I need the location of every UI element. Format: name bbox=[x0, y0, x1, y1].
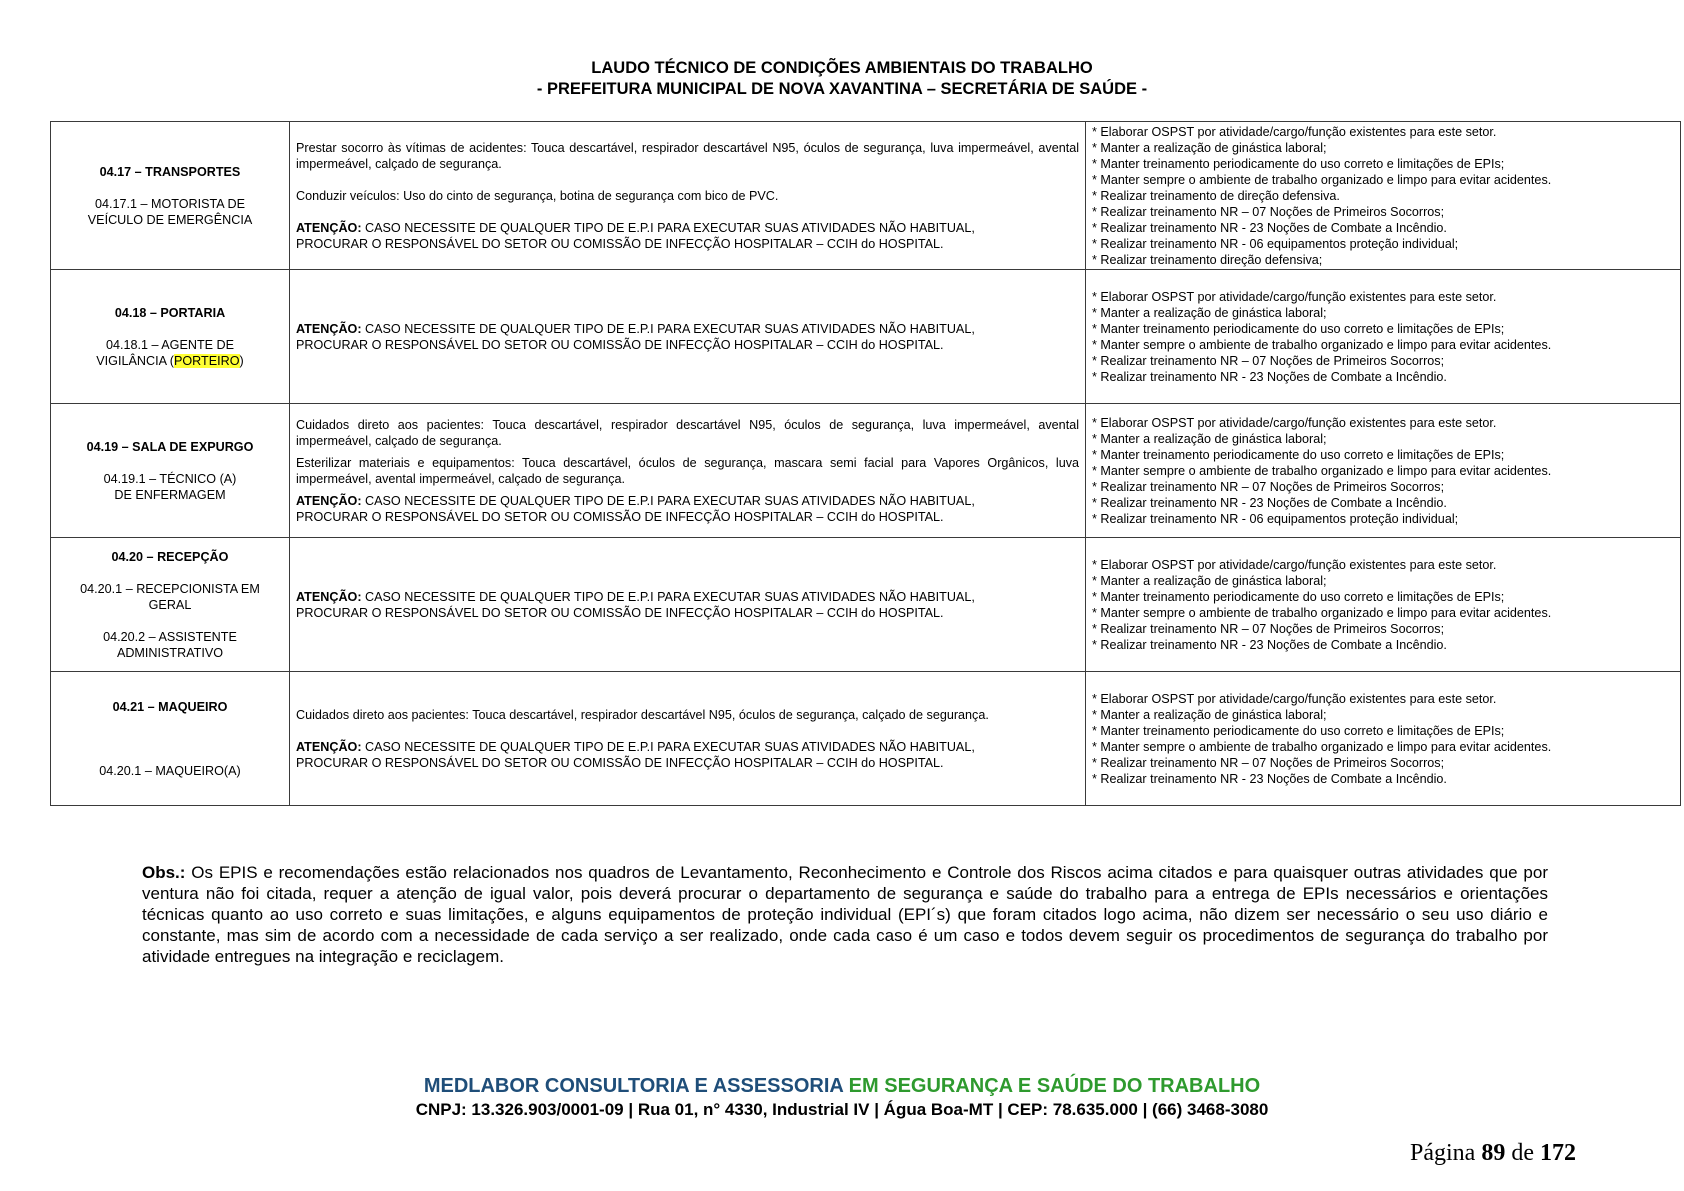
recommendation-item: * Manter sempre o ambiente de trabalho organizado e limpo para evitar acidentes. bbox=[1092, 605, 1552, 620]
epi-cell bbox=[290, 538, 1086, 672]
recommendation-item: * Manter sempre o ambiente de trabalho organizado e limpo para evitar acidentes. bbox=[1092, 739, 1552, 754]
attention-note: ATENÇÃO: CASO NECESSITE DE QUALQUER TIPO DE E.P.I PARA EXECUTAR SUAS ATIVIDADES NÃO HABITUAL, PROCURAR O RESPONSÁVEL DO SETOR OU COMISSÃO DE INFECÇÃO HOSPITALAR – CCIH do HOSPITAL. bbox=[296, 589, 975, 620]
epi-text: Cuidados direto aos pacientes: Touca descartável, respirador descartável N95, óculos de segurança, luva impermeável, avental impermeável, calçado de segurança. bbox=[296, 417, 1079, 448]
recommendation-item: * Manter sempre o ambiente de trabalho organizado e limpo para evitar acidentes. bbox=[1092, 337, 1552, 352]
recommendations-cell bbox=[1086, 122, 1681, 270]
table-row bbox=[51, 538, 1681, 672]
recommendation-item: * Realizar treinamento NR – 07 Noções de Primeiros Socorros; bbox=[1092, 755, 1445, 770]
role-label: GERAL bbox=[148, 597, 192, 612]
table-row bbox=[51, 270, 1681, 404]
attention-note: ATENÇÃO: CASO NECESSITE DE QUALQUER TIPO DE E.P.I PARA EXECUTAR SUAS ATIVIDADES NÃO HABITUAL, PROCURAR O RESPONSÁVEL DO SETOR OU COMISSÃO DE INFECÇÃO HOSPITALAR – CCIH do HOSPITAL. bbox=[296, 321, 975, 352]
document-header bbox=[0, 58, 1684, 100]
recommendations-cell bbox=[1086, 538, 1681, 672]
recommendation-item: * Elaborar OSPST por atividade/cargo/função existentes para este setor. bbox=[1092, 691, 1497, 706]
role-label: 04.20.1 – MAQUEIRO(A) bbox=[99, 763, 241, 778]
epi-text: Prestar socorro às vítimas de acidentes: Touca descartável, respirador descartável N95, óculos de segurança, luva impermeável, avental impermeável, calçado de segurança. bbox=[296, 140, 1079, 171]
recommendation-item: * Elaborar OSPST por atividade/cargo/função existentes para este setor. bbox=[1092, 289, 1497, 304]
role-label: 04.20.1 – RECEPCIONISTA EM bbox=[80, 581, 260, 596]
recommendation-item: * Manter treinamento periodicamente do uso correto e limitações de EPIs; bbox=[1092, 156, 1505, 171]
recommendation-item: * Realizar treinamento NR - 23 Noções de Combate a Incêndio. bbox=[1092, 771, 1447, 786]
epi-text: Esterilizar materiais e equipamentos: Touca descartável, óculos de segurança, mascara semi facial para Vapores Orgânicos, luva impermeável, avental impermeável, calçado de segurança. bbox=[296, 455, 1079, 486]
attention-label: ATENÇÃO: bbox=[296, 220, 362, 235]
observation-paragraph bbox=[142, 862, 1548, 967]
obs-text: Os EPIS e recomendações estão relacionados nos quadros de Levantamento, Reconhecimento e Controle dos Riscos acima citados e para quaisquer outras atividades que por ventura não foi citada, requer a atenção de igual valor, pois deverá procurar o departamento de segurança e saúde do trabalho para a entrega de EPIs necessários e orientações técnicas quanto ao uso correto e suas limitações, e alguns equipamentos de proteção individual (EPI´s) que foram citados logo acima, não dizem ser necessário o seu uso diário e constante, mas sim de acordo com a necessidade de cada serviço a ser realizado, onde cada caso é um caso e todos devem seguir os procedimentos de segurança do trabalho por atividade entregues na integração e reciclagem. bbox=[142, 863, 1548, 966]
role-label: 04.19.1 – TÉCNICO (A) bbox=[103, 471, 237, 486]
recommendation-item: * Manter a realização de ginástica laboral; bbox=[1092, 573, 1327, 588]
attention-note: ATENÇÃO: CASO NECESSITE DE QUALQUER TIPO DE E.P.I PARA EXECUTAR SUAS ATIVIDADES NÃO HABITUAL, PROCURAR O RESPONSÁVEL DO SETOR OU COMISSÃO DE INFECÇÃO HOSPITALAR – CCIH do HOSPITAL. bbox=[296, 739, 975, 770]
company-name-blue: MEDLABOR CONSULTORIA E ASSESSORIA bbox=[423, 1075, 844, 1097]
attention-note: ATENÇÃO: CASO NECESSITE DE QUALQUER TIPO DE E.P.I PARA EXECUTAR SUAS ATIVIDADES NÃO HABITUAL, PROCURAR O RESPONSÁVEL DO SETOR OU COMISSÃO DE INFECÇÃO HOSPITALAR – CCIH do HOSPITAL. bbox=[296, 493, 975, 524]
epi-cell bbox=[290, 270, 1086, 404]
risk-control-table bbox=[50, 121, 1681, 806]
recommendation-item: * Realizar treinamento NR - 23 Noções de Combate a Incêndio. bbox=[1092, 369, 1447, 384]
sector-title: 04.18 – PORTARIA bbox=[114, 305, 226, 320]
page-total: 172 bbox=[1540, 1140, 1576, 1166]
recommendation-item: * Realizar treinamento NR - 23 Noções de Combate a Incêndio. bbox=[1092, 220, 1447, 235]
recommendation-item: * Manter a realização de ginástica laboral; bbox=[1092, 707, 1327, 722]
recommendation-item: * Realizar treinamento NR - 06 equipamentos proteção individual; bbox=[1092, 511, 1459, 526]
table-row bbox=[51, 672, 1681, 806]
recommendations-cell bbox=[1086, 270, 1681, 404]
recommendation-item: * Realizar treinamento NR – 07 Noções de Primeiros Socorros; bbox=[1092, 204, 1445, 219]
page-current: 89 bbox=[1481, 1140, 1506, 1166]
sector-title: 04.17 – TRANSPORTES bbox=[99, 164, 241, 179]
role-label: 04.18.1 – AGENTE DE bbox=[105, 337, 235, 352]
role-label: 04.20.2 – ASSISTENTE bbox=[103, 629, 237, 644]
recommendation-item: * Elaborar OSPST por atividade/cargo/função existentes para este setor. bbox=[1092, 557, 1497, 572]
document-title: LAUDO TÉCNICO DE CONDIÇÕES AMBIENTAIS DO TRABALHO bbox=[591, 59, 1093, 77]
recommendation-item: * Elaborar OSPST por atividade/cargo/função existentes para este setor. bbox=[1092, 415, 1497, 430]
recommendation-item: * Realizar treinamento NR – 07 Noções de Primeiros Socorros; bbox=[1092, 621, 1445, 636]
document-subtitle: - PREFEITURA MUNICIPAL DE NOVA XAVANTINA – SECRETÁRIA DE SAÚDE - bbox=[536, 80, 1148, 98]
sector-cell bbox=[51, 538, 290, 672]
recommendation-item: * Realizar treinamento NR - 23 Noções de Combate a Incêndio. bbox=[1092, 637, 1447, 652]
recommendations-cell bbox=[1086, 404, 1681, 538]
epi-cell bbox=[290, 672, 1086, 806]
recommendation-item: * Manter a realização de ginástica laboral; bbox=[1092, 431, 1327, 446]
attention-label: ATENÇÃO: bbox=[296, 493, 362, 508]
sector-cell bbox=[51, 672, 290, 806]
recommendation-item: * Elaborar OSPST por atividade/cargo/função existentes para este setor. bbox=[1092, 124, 1497, 139]
company-name bbox=[0, 1075, 1684, 1098]
epi-text: Conduzir veículos: Uso do cinto de segurança, botina de segurança com bico de PVC. bbox=[296, 188, 779, 203]
recommendation-item: * Manter treinamento periodicamente do uso correto e limitações de EPIs; bbox=[1092, 589, 1505, 604]
role-label: VIGILÂNCIA (PORTEIRO) bbox=[96, 353, 244, 368]
page-number: Página 89 de 172 bbox=[1410, 1140, 1576, 1166]
epi-cell bbox=[290, 404, 1086, 538]
sector-title: 04.20 – RECEPÇÃO bbox=[111, 549, 229, 564]
recommendation-item: * Realizar treinamento direção defensiva; bbox=[1092, 252, 1323, 267]
table-row bbox=[51, 122, 1681, 270]
role-label: DE ENFERMAGEM bbox=[114, 487, 226, 502]
epi-cell bbox=[290, 122, 1086, 270]
sector-cell bbox=[51, 404, 290, 538]
recommendation-item: * Manter sempre o ambiente de trabalho organizado e limpo para evitar acidentes. bbox=[1092, 172, 1552, 187]
recommendation-item: * Manter treinamento periodicamente do uso correto e limitações de EPIs; bbox=[1092, 447, 1505, 462]
recommendation-item: * Manter a realização de ginástica laboral; bbox=[1092, 140, 1327, 155]
attention-label: ATENÇÃO: bbox=[296, 739, 362, 754]
recommendation-item: * Realizar treinamento NR – 07 Noções de Primeiros Socorros; bbox=[1092, 479, 1445, 494]
attention-note: ATENÇÃO: CASO NECESSITE DE QUALQUER TIPO DE E.P.I PARA EXECUTAR SUAS ATIVIDADES NÃO HABITUAL, PROCURAR O RESPONSÁVEL DO SETOR OU COMISSÃO DE INFECÇÃO HOSPITALAR – CCIH do HOSPITAL. bbox=[296, 220, 975, 251]
sector-title: 04.21 – MAQUEIRO bbox=[112, 699, 228, 714]
recommendation-item: * Realizar treinamento NR - 06 equipamentos proteção individual; bbox=[1092, 236, 1459, 251]
recommendation-item: * Manter a realização de ginástica laboral; bbox=[1092, 305, 1327, 320]
role-label: VEÍCULO DE EMERGÊNCIA bbox=[87, 212, 253, 227]
recommendation-item: * Manter treinamento periodicamente do uso correto e limitações de EPIs; bbox=[1092, 723, 1505, 738]
epi-text: Cuidados direto aos pacientes: Touca descartável, respirador descartável N95, óculos de segurança, calçado de segurança. bbox=[296, 707, 989, 722]
recommendation-item: * Realizar treinamento NR – 07 Noções de Primeiros Socorros; bbox=[1092, 353, 1445, 368]
role-label: ADMINISTRATIVO bbox=[116, 645, 224, 660]
company-name-green: EM SEGURANÇA E SAÚDE DO TRABALHO bbox=[843, 1075, 1261, 1097]
company-contact: CNPJ: 13.326.903/0001-09 | Rua 01, n° 4330, Industrial IV | Água Boa-MT | CEP: 78.635.000 | (66) 3468-3080 bbox=[415, 1100, 1269, 1119]
table-row bbox=[51, 404, 1681, 538]
attention-label: ATENÇÃO: bbox=[296, 589, 362, 604]
sector-title: 04.19 – SALA DE EXPURGO bbox=[86, 439, 254, 454]
attention-label: ATENÇÃO: bbox=[296, 321, 362, 336]
recommendation-item: * Manter sempre o ambiente de trabalho organizado e limpo para evitar acidentes. bbox=[1092, 463, 1552, 478]
obs-label: Obs.: bbox=[142, 863, 186, 882]
sector-cell bbox=[51, 270, 290, 404]
highlighted-text: PORTEIRO bbox=[173, 353, 240, 368]
recommendation-item: * Manter treinamento periodicamente do uso correto e limitações de EPIs; bbox=[1092, 321, 1505, 336]
sector-cell bbox=[51, 122, 290, 270]
recommendation-item: * Realizar treinamento NR - 23 Noções de Combate a Incêndio. bbox=[1092, 495, 1447, 510]
role-label: 04.17.1 – MOTORISTA DE bbox=[94, 196, 246, 211]
recommendation-item: * Realizar treinamento de direção defensiva. bbox=[1092, 188, 1340, 203]
recommendations-cell bbox=[1086, 672, 1681, 806]
